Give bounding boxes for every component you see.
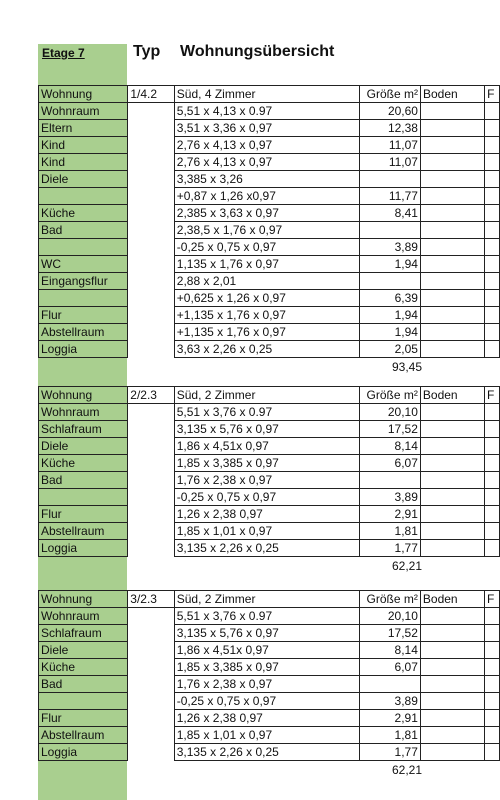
room-formula: 1,26 x 2,38 0,97 xyxy=(174,710,359,727)
wohnung-label: Wohnung xyxy=(39,387,128,404)
boden-cell xyxy=(420,222,484,239)
room-formula: 5,51 x 3,76 x 0.97 xyxy=(174,404,359,421)
apartment-table xyxy=(38,590,500,761)
typ-cell xyxy=(128,171,174,188)
room-formula: -0,25 x 0,75 x 0,97 xyxy=(174,489,359,506)
room-size: 1,81 xyxy=(360,523,421,540)
typ-cell xyxy=(128,137,174,154)
typ-cell xyxy=(128,727,174,744)
room-formula: 2,76 x 4,13 x 0,97 xyxy=(174,137,359,154)
boden-cell xyxy=(420,404,484,421)
room-name: Kind xyxy=(39,137,128,154)
room-formula: +0,87 x 1,26 x0,97 xyxy=(174,188,359,205)
table-row xyxy=(39,307,500,324)
table-row xyxy=(39,154,500,171)
table-row xyxy=(39,290,500,307)
apartment-typ: 1/4.2 xyxy=(128,86,174,103)
apartment-total: 93,45 xyxy=(391,360,422,374)
room-formula: -0,25 x 0,75 x 0,97 xyxy=(174,693,359,710)
typ-cell xyxy=(128,222,174,239)
f-cell xyxy=(485,659,500,676)
boden-header: Boden xyxy=(420,86,484,103)
room-size: 1,77 xyxy=(360,744,421,761)
room-formula: 2,385 x 3,63 x 0,97 xyxy=(174,205,359,222)
room-size: 11,07 xyxy=(360,154,421,171)
typ-cell xyxy=(128,438,174,455)
room-formula: 1,86 x 4,51x 0,97 xyxy=(174,438,359,455)
room-name: Eingangsflur xyxy=(39,273,128,290)
table-row xyxy=(39,489,500,506)
table-row xyxy=(39,341,500,358)
room-name: Flur xyxy=(39,506,128,523)
typ-cell xyxy=(128,307,174,324)
table-row xyxy=(39,625,500,642)
room-formula: 1,85 x 3,385 x 0,97 xyxy=(174,455,359,472)
f-cell xyxy=(485,103,500,120)
room-name: Schlafraum xyxy=(39,421,128,438)
typ-cell xyxy=(128,404,174,421)
typ-cell xyxy=(128,540,174,557)
typ-cell xyxy=(128,523,174,540)
typ-cell xyxy=(128,659,174,676)
room-name xyxy=(39,239,128,256)
room-name: Loggia xyxy=(39,540,128,557)
table-row xyxy=(39,273,500,290)
typ-cell xyxy=(128,625,174,642)
room-name xyxy=(39,489,128,506)
table-row xyxy=(39,455,500,472)
page-title: Wohnungsübersicht xyxy=(180,43,335,60)
room-formula: 1,86 x 4,51x 0,97 xyxy=(174,642,359,659)
typ-cell xyxy=(128,489,174,506)
room-name: Abstellraum xyxy=(39,727,128,744)
room-name: Abstellraum xyxy=(39,324,128,341)
size-header: Größe m² xyxy=(360,591,421,608)
room-size: 12,38 xyxy=(360,120,421,137)
room-formula: 5,51 x 4,13 x 0.97 xyxy=(174,103,359,120)
boden-cell xyxy=(420,120,484,137)
table-row xyxy=(39,676,500,693)
apartment-table xyxy=(38,85,500,358)
typ-cell xyxy=(128,188,174,205)
boden-cell xyxy=(420,455,484,472)
boden-cell xyxy=(420,710,484,727)
typ-cell xyxy=(128,455,174,472)
typ-cell xyxy=(128,608,174,625)
table-row xyxy=(39,693,500,710)
room-formula: -0,25 x 0,75 x 0,97 xyxy=(174,239,359,256)
table-row xyxy=(39,642,500,659)
f-cell xyxy=(485,171,500,188)
f-cell xyxy=(485,137,500,154)
table-header-row xyxy=(39,86,500,103)
table-row xyxy=(39,710,500,727)
table-row xyxy=(39,137,500,154)
typ-cell xyxy=(128,103,174,120)
room-name: Abstellraum xyxy=(39,523,128,540)
room-name: Diele xyxy=(39,642,128,659)
f-header: F xyxy=(485,387,500,404)
table-row xyxy=(39,421,500,438)
room-formula: 1,76 x 2,38 x 0,97 xyxy=(174,472,359,489)
room-size: 1,77 xyxy=(360,540,421,557)
size-header: Größe m² xyxy=(360,86,421,103)
typ-cell xyxy=(128,324,174,341)
room-name: Flur xyxy=(39,710,128,727)
room-formula: 1,85 x 1,01 x 0,97 xyxy=(174,523,359,540)
room-name xyxy=(39,188,128,205)
boden-cell xyxy=(420,727,484,744)
boden-cell xyxy=(420,103,484,120)
boden-header: Boden xyxy=(420,387,484,404)
room-formula: 1,85 x 1,01 x 0,97 xyxy=(174,727,359,744)
room-name: Wohnraum xyxy=(39,103,128,120)
room-name: Loggia xyxy=(39,744,128,761)
room-name: Schlafraum xyxy=(39,625,128,642)
boden-cell xyxy=(420,256,484,273)
boden-cell xyxy=(420,523,484,540)
f-cell xyxy=(485,744,500,761)
typ-label: Typ xyxy=(133,43,161,60)
apartment-description: Süd, 2 Zimmer xyxy=(174,591,359,608)
boden-cell xyxy=(420,324,484,341)
apartment-total: 62,21 xyxy=(391,763,422,777)
room-size: 2,91 xyxy=(360,710,421,727)
room-formula: 1,85 x 3,385 x 0,97 xyxy=(174,659,359,676)
room-formula: 3,135 x 2,26 x 0,25 xyxy=(174,540,359,557)
table-row xyxy=(39,523,500,540)
room-size: 11,77 xyxy=(360,188,421,205)
room-size: 6,39 xyxy=(360,290,421,307)
room-size xyxy=(360,222,421,239)
room-name: Diele xyxy=(39,171,128,188)
room-size: 11,07 xyxy=(360,137,421,154)
typ-cell xyxy=(128,421,174,438)
room-name xyxy=(39,693,128,710)
table-row xyxy=(39,744,500,761)
room-name: Bad xyxy=(39,676,128,693)
boden-cell xyxy=(420,506,484,523)
table-row xyxy=(39,506,500,523)
typ-cell xyxy=(128,506,174,523)
typ-cell xyxy=(128,120,174,137)
room-size: 1,94 xyxy=(360,307,421,324)
room-size xyxy=(360,171,421,188)
boden-cell xyxy=(420,489,484,506)
apartment-table xyxy=(38,386,500,557)
f-cell xyxy=(485,727,500,744)
room-size: 20,60 xyxy=(360,103,421,120)
room-formula: 3,135 x 5,76 x 0,97 xyxy=(174,421,359,438)
room-name: Wohnraum xyxy=(39,404,128,421)
f-cell xyxy=(485,222,500,239)
typ-cell xyxy=(128,710,174,727)
typ-cell xyxy=(128,205,174,222)
boden-cell xyxy=(420,659,484,676)
f-cell xyxy=(485,290,500,307)
table-row xyxy=(39,222,500,239)
apartment-typ: 3/2.3 xyxy=(128,591,174,608)
f-cell xyxy=(485,693,500,710)
room-size: 2,05 xyxy=(360,341,421,358)
boden-cell xyxy=(420,154,484,171)
room-formula: +0,625 x 1,26 x 0,97 xyxy=(174,290,359,307)
room-name: Eltern xyxy=(39,120,128,137)
table-header-row xyxy=(39,591,500,608)
typ-cell xyxy=(128,154,174,171)
room-formula: 1,135 x 1,76 x 0,97 xyxy=(174,256,359,273)
room-size: 20,10 xyxy=(360,404,421,421)
boden-cell xyxy=(420,171,484,188)
room-formula: 5,51 x 3,76 x 0.97 xyxy=(174,608,359,625)
boden-cell xyxy=(420,472,484,489)
table-row xyxy=(39,438,500,455)
f-cell xyxy=(485,642,500,659)
room-size: 8,14 xyxy=(360,642,421,659)
room-size: 17,52 xyxy=(360,625,421,642)
boden-cell xyxy=(420,239,484,256)
room-name: Kind xyxy=(39,154,128,171)
boden-cell xyxy=(420,273,484,290)
room-size xyxy=(360,676,421,693)
f-cell xyxy=(485,154,500,171)
room-formula: +1,135 x 1,76 x 0,97 xyxy=(174,324,359,341)
room-formula: 1,26 x 2,38 0,97 xyxy=(174,506,359,523)
f-cell xyxy=(485,523,500,540)
size-header: Größe m² xyxy=(360,387,421,404)
boden-cell xyxy=(420,642,484,659)
f-cell xyxy=(485,455,500,472)
room-name: Küche xyxy=(39,659,128,676)
f-cell xyxy=(485,188,500,205)
page-header xyxy=(0,44,500,68)
typ-cell xyxy=(128,676,174,693)
room-formula: 3,63 x 2,26 x 0,25 xyxy=(174,341,359,358)
typ-cell xyxy=(128,273,174,290)
room-size xyxy=(360,472,421,489)
f-cell xyxy=(485,625,500,642)
typ-cell xyxy=(128,290,174,307)
typ-cell xyxy=(128,472,174,489)
room-size: 1,81 xyxy=(360,727,421,744)
room-size: 3,89 xyxy=(360,239,421,256)
table-row xyxy=(39,659,500,676)
f-cell xyxy=(485,506,500,523)
room-size: 1,94 xyxy=(360,324,421,341)
f-cell xyxy=(485,307,500,324)
room-size: 6,07 xyxy=(360,659,421,676)
room-name: Küche xyxy=(39,205,128,222)
f-cell xyxy=(485,341,500,358)
boden-cell xyxy=(420,744,484,761)
table-row xyxy=(39,540,500,557)
f-cell xyxy=(485,676,500,693)
room-size: 8,41 xyxy=(360,205,421,222)
typ-cell xyxy=(128,341,174,358)
room-formula: +1,135 x 1,76 x 0,97 xyxy=(174,307,359,324)
f-header: F xyxy=(485,86,500,103)
table-row xyxy=(39,256,500,273)
apartment-description: Süd, 2 Zimmer xyxy=(174,387,359,404)
room-name: Loggia xyxy=(39,341,128,358)
typ-cell xyxy=(128,642,174,659)
boden-cell xyxy=(420,290,484,307)
f-cell xyxy=(485,710,500,727)
table-row xyxy=(39,205,500,222)
table-row xyxy=(39,120,500,137)
f-cell xyxy=(485,273,500,290)
table-row xyxy=(39,239,500,256)
table-row xyxy=(39,324,500,341)
room-formula: 2,76 x 4,13 x 0,97 xyxy=(174,154,359,171)
boden-cell xyxy=(420,625,484,642)
room-name: Diele xyxy=(39,438,128,455)
typ-cell xyxy=(128,744,174,761)
boden-cell xyxy=(420,438,484,455)
boden-cell xyxy=(420,188,484,205)
apartment-total: 62,21 xyxy=(391,559,422,573)
room-size: 6,07 xyxy=(360,455,421,472)
room-size: 3,89 xyxy=(360,693,421,710)
boden-cell xyxy=(420,137,484,154)
room-size: 2,91 xyxy=(360,506,421,523)
f-header: F xyxy=(485,591,500,608)
f-cell xyxy=(485,256,500,273)
room-formula: 2,88 x 2,01 xyxy=(174,273,359,290)
room-name: Bad xyxy=(39,472,128,489)
room-name xyxy=(39,290,128,307)
room-formula: 3,385 x 3,26 xyxy=(174,171,359,188)
boden-cell xyxy=(420,341,484,358)
wohnung-label: Wohnung xyxy=(39,86,128,103)
f-cell xyxy=(485,438,500,455)
boden-cell xyxy=(420,421,484,438)
typ-cell xyxy=(128,239,174,256)
room-formula: 1,76 x 2,38 x 0,97 xyxy=(174,676,359,693)
typ-cell xyxy=(128,693,174,710)
boden-cell xyxy=(420,676,484,693)
f-cell xyxy=(485,324,500,341)
room-size: 20,10 xyxy=(360,608,421,625)
room-formula: 3,135 x 5,76 x 0,97 xyxy=(174,625,359,642)
boden-cell xyxy=(420,307,484,324)
boden-cell xyxy=(420,693,484,710)
room-name: WC xyxy=(39,256,128,273)
f-cell xyxy=(485,608,500,625)
table-row xyxy=(39,103,500,120)
table-row xyxy=(39,727,500,744)
room-formula: 3,51 x 3,36 x 0,97 xyxy=(174,120,359,137)
boden-cell xyxy=(420,540,484,557)
etage-label: Etage 7 xyxy=(42,46,85,60)
boden-cell xyxy=(420,608,484,625)
f-cell xyxy=(485,404,500,421)
f-cell xyxy=(485,540,500,557)
typ-cell xyxy=(128,256,174,273)
f-cell xyxy=(485,421,500,438)
room-name: Wohnraum xyxy=(39,608,128,625)
table-row xyxy=(39,171,500,188)
table-row xyxy=(39,472,500,489)
room-size: 8,14 xyxy=(360,438,421,455)
apartment-typ: 2/2.3 xyxy=(128,387,174,404)
room-formula: 3,135 x 2,26 x 0,25 xyxy=(174,744,359,761)
table-row xyxy=(39,608,500,625)
wohnung-label: Wohnung xyxy=(39,591,128,608)
f-cell xyxy=(485,472,500,489)
room-size xyxy=(360,273,421,290)
room-size: 17,52 xyxy=(360,421,421,438)
apartment-description: Süd, 4 Zimmer xyxy=(174,86,359,103)
room-size: 3,89 xyxy=(360,489,421,506)
room-name: Küche xyxy=(39,455,128,472)
room-name: Flur xyxy=(39,307,128,324)
boden-header: Boden xyxy=(420,591,484,608)
table-row xyxy=(39,188,500,205)
boden-cell xyxy=(420,205,484,222)
f-cell xyxy=(485,120,500,137)
f-cell xyxy=(485,489,500,506)
table-header-row xyxy=(39,387,500,404)
room-size: 1,94 xyxy=(360,256,421,273)
room-name: Bad xyxy=(39,222,128,239)
f-cell xyxy=(485,205,500,222)
room-formula: 2,38,5 x 1,76 x 0,97 xyxy=(174,222,359,239)
f-cell xyxy=(485,239,500,256)
table-row xyxy=(39,404,500,421)
